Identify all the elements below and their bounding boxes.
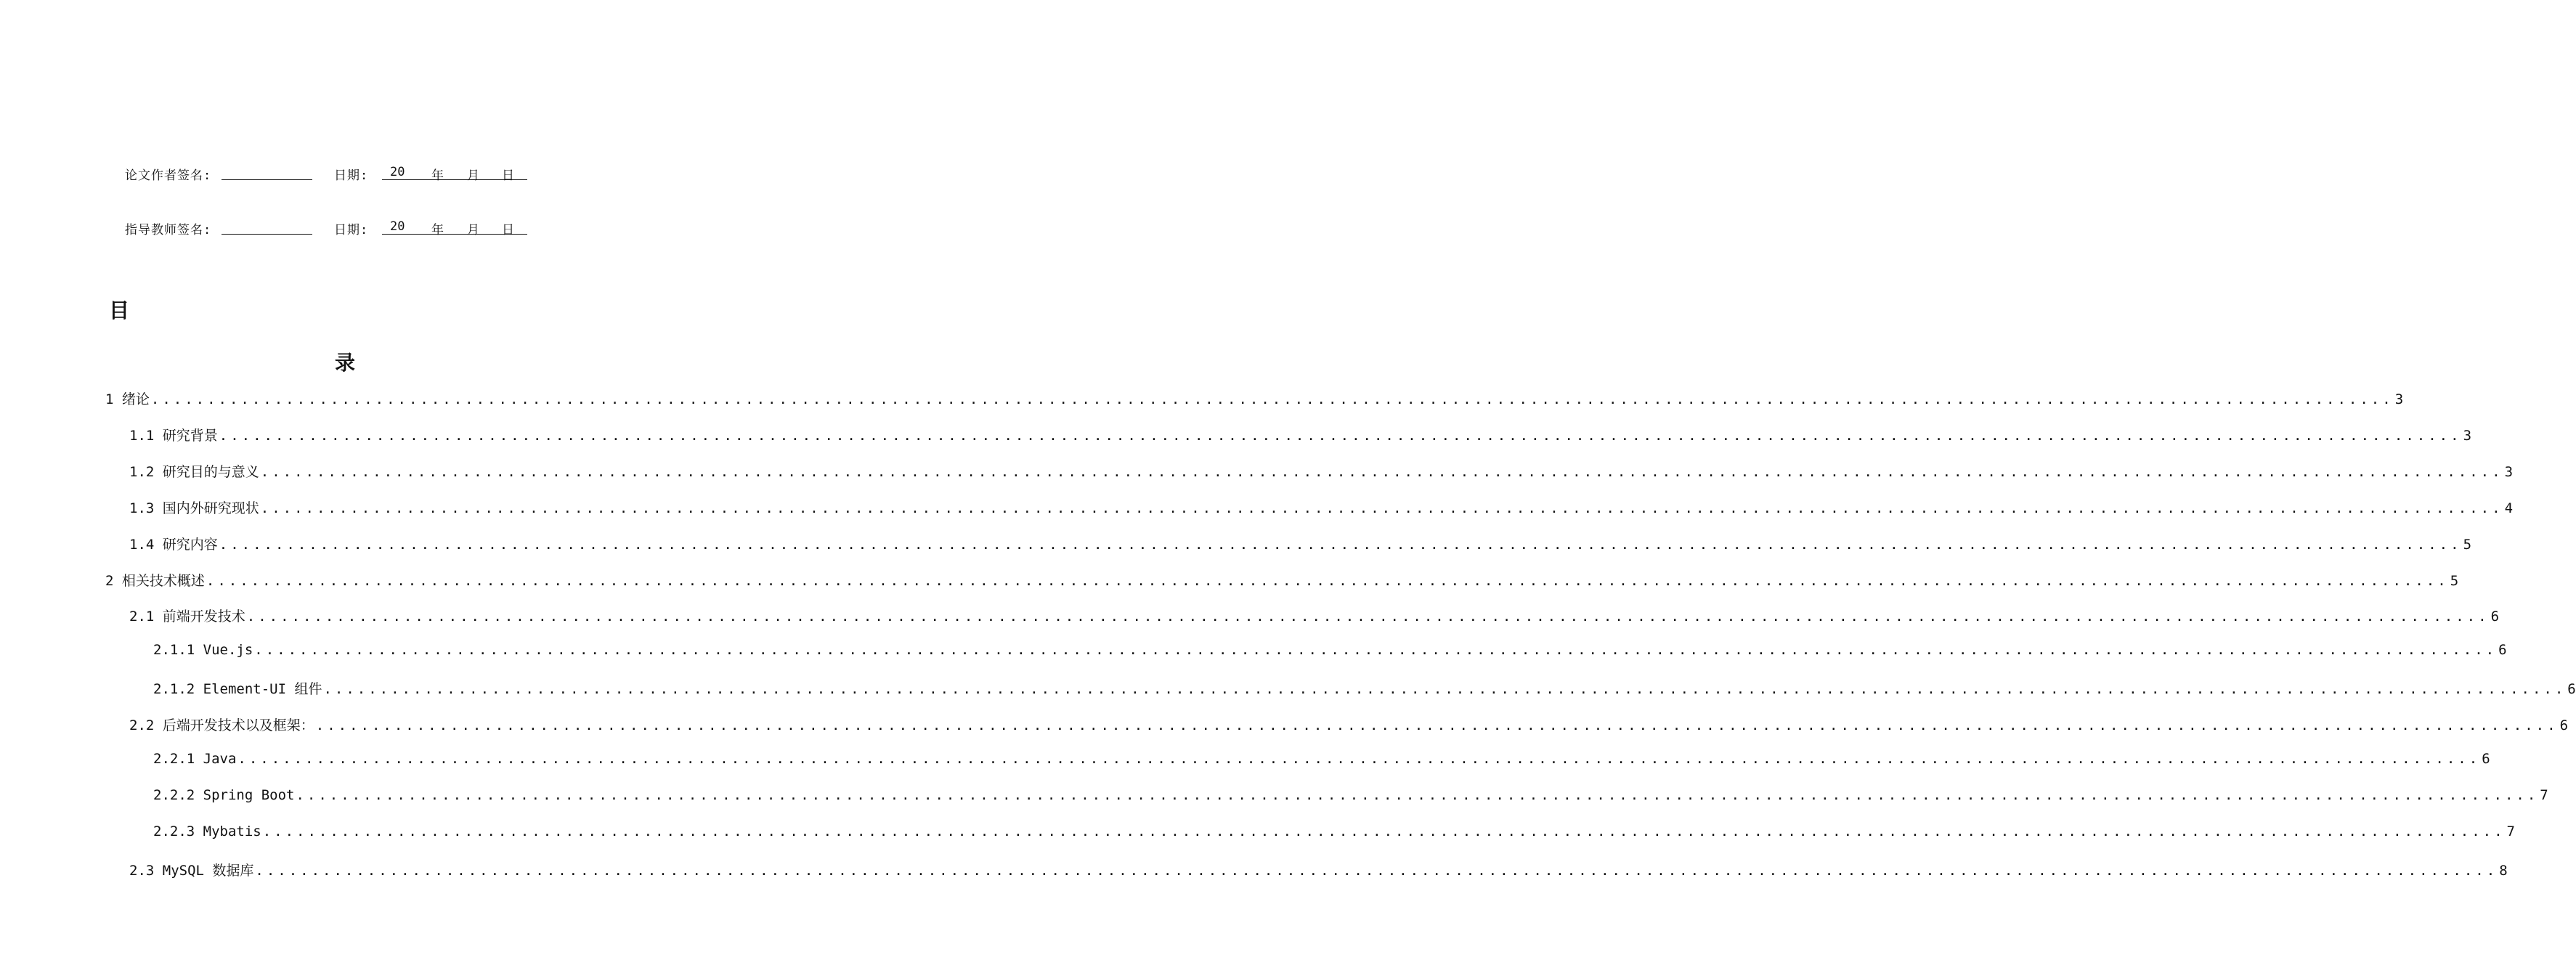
toc-entry-page: 7 xyxy=(2506,823,2515,839)
author-signature-line xyxy=(222,179,312,180)
toc-entry[interactable] xyxy=(0,678,2576,699)
advisor-signature-row xyxy=(125,219,575,237)
author-date-day: 日 xyxy=(502,168,514,183)
toc-entry-page: 6 xyxy=(2567,681,2576,698)
toc-entry-title: 1.1 研究背景 xyxy=(129,427,218,444)
toc-leader-dots: ........................................................................................................................................................................................................ xyxy=(296,786,2539,803)
advisor-signature-line xyxy=(222,234,312,235)
author-date-year: 年 xyxy=(431,168,444,183)
toc-entry-title: 2.2.2 Spring Boot xyxy=(153,786,295,803)
author-signature-row xyxy=(125,165,575,182)
toc-entry-title: 1.4 研究内容 xyxy=(129,536,218,553)
toc-entry[interactable] xyxy=(0,461,2514,481)
toc-leader-dots: ........................................................................................................................................................................................................ xyxy=(315,717,2559,734)
toc-entry-page: 3 xyxy=(2394,391,2404,407)
author-signature-label: 论文作者签名: xyxy=(125,168,212,183)
toc-entry[interactable] xyxy=(0,534,2472,554)
toc-entry[interactable] xyxy=(0,715,2569,735)
toc-entry-page: 6 xyxy=(2498,642,2507,659)
toc-entry-title: 2 相关技术概述 xyxy=(105,572,205,589)
toc-entry-page: 8 xyxy=(2499,862,2508,879)
toc-entry[interactable] xyxy=(0,751,2490,771)
toc-title-part1: 目 xyxy=(109,298,130,322)
toc-entry[interactable] xyxy=(0,823,2515,844)
toc-leader-dots: ........................................................................................................................................................................................................ xyxy=(206,572,2449,589)
toc-entry[interactable] xyxy=(0,389,2404,409)
toc-leader-dots: ........................................................................................................................................................................................................ xyxy=(254,642,2498,659)
advisor-signature-label: 指导教师签名: xyxy=(125,223,212,237)
advisor-date-year: 年 xyxy=(431,223,444,237)
toc-entry[interactable] xyxy=(0,570,2459,590)
toc-leader-dots: ........................................................................................................................................................................................................ xyxy=(260,463,2503,480)
advisor-date-month: 月 xyxy=(467,223,479,237)
toc-entry-page: 6 xyxy=(2490,609,2500,625)
toc-entry-title: 2.1 前端开发技术 xyxy=(129,609,245,625)
author-date-month: 月 xyxy=(467,168,479,183)
toc-entry-title: 1.3 国内外研究现状 xyxy=(129,500,259,516)
toc-leader-dots: ........................................................................................................................................................................................................ xyxy=(150,391,2394,407)
toc-entry-title: 2.3 MySQL 数据库 xyxy=(129,862,254,879)
toc-entry-title: 1 绪论 xyxy=(105,391,150,407)
advisor-date-label: 日期: xyxy=(334,223,369,237)
advisor-date-year-prefix: 20 xyxy=(390,219,405,234)
toc-entry-page: 3 xyxy=(2463,427,2472,444)
toc-leader-dots: ........................................................................................................................................................................................................ xyxy=(255,862,2498,879)
toc-leader-dots: ........................................................................................................................................................................................................ xyxy=(237,751,2481,767)
toc-entry[interactable] xyxy=(0,497,2514,518)
toc-leader-dots: ........................................................................................................................................................................................................ xyxy=(323,681,2567,698)
toc-entry-page: 7 xyxy=(2540,786,2548,803)
toc-title-part2: 录 xyxy=(335,351,356,375)
toc-entry-title: 2.2 后端开发技术以及框架： xyxy=(129,717,314,734)
toc-leader-dots: ........................................................................................................................................................................................................ xyxy=(260,500,2503,516)
toc-entry-title: 2.1.1 Vue.js xyxy=(153,642,253,659)
toc-entry-title: 2.2.3 Mybatis xyxy=(153,823,261,839)
toc-entry-page: 3 xyxy=(2504,463,2514,480)
toc-entry-page: 5 xyxy=(2463,536,2472,553)
toc-leader-dots: ........................................................................................................................................................................................................ xyxy=(262,823,2506,839)
author-date-label: 日期: xyxy=(334,168,369,183)
toc-entry-title: 1.2 研究目的与意义 xyxy=(129,463,259,480)
toc-entry-page: 6 xyxy=(2482,751,2490,767)
advisor-date-day: 日 xyxy=(502,223,514,237)
toc-entry[interactable] xyxy=(0,860,2508,880)
toc-entry-title: 2.2.1 Java xyxy=(153,751,237,767)
toc-leader-dots: ........................................................................................................................................................................................................ xyxy=(246,609,2490,625)
toc-leader-dots: ........................................................................................................................................................................................................ xyxy=(219,427,2462,444)
toc-entry-page: 4 xyxy=(2504,500,2514,516)
toc-entry[interactable] xyxy=(0,642,2507,662)
toc-entry-page: 5 xyxy=(2450,572,2459,589)
toc-leader-dots: ........................................................................................................................................................................................................ xyxy=(219,536,2462,553)
toc-entry-title: 2.1.2 Element-UI 组件 xyxy=(153,681,322,698)
toc-entry[interactable] xyxy=(0,425,2472,445)
toc-entry-page: 6 xyxy=(2559,717,2569,734)
toc-entry[interactable] xyxy=(0,606,2500,626)
author-date-year-prefix: 20 xyxy=(390,165,405,179)
toc-entry[interactable] xyxy=(0,786,2548,808)
